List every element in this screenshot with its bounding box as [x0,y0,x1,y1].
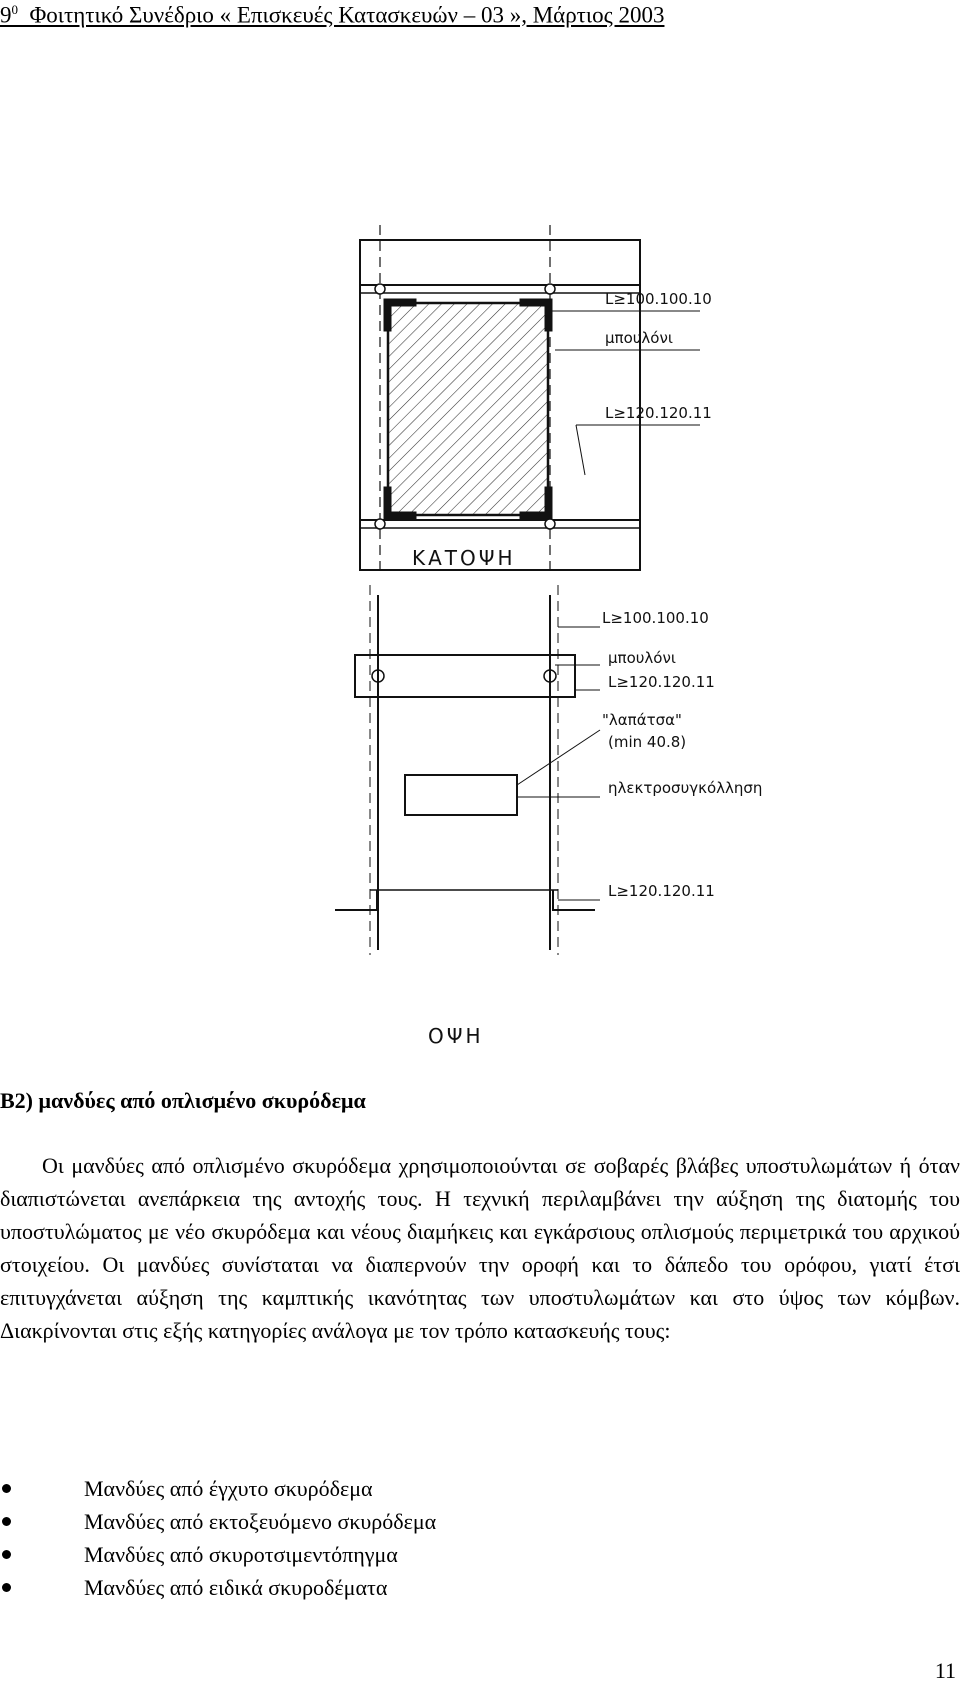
plan-bolt-br [545,519,555,529]
elev-batten-plate [405,775,517,815]
list-item: Μανδύες από έγχυτο σκυρόδεμα [0,1472,436,1505]
elevation-title: ΟΨΗ [428,1024,484,1048]
list-item: Μανδύες από εκτοξευόμενο σκυρόδεμα [0,1505,436,1538]
header-superscript: 0 [11,2,18,17]
plan-view [360,225,700,575]
list-item: Μανδύες από ειδικά σκυροδέματα [0,1571,436,1604]
body-paragraph-text: Οι μανδύες από οπλισμένο σκυρόδεμα χρησιμοποιούνται σε σοβαρές βλάβες υποστυλωμάτων ή όταν διαπιστώνεται ανεπάρκεια της αντοχής τους. Η τεχνική περιλαμβάνει την αύξηση της διατομής του υποστυλώματος με νέο σκυρόδεμα και νέους διαμήκεις και εγκάρσιους οπλισμούς περιμετρικά του αρχικού στοιχείου. Οι μανδύες συνίσταται να διαπερνούν την οροφή και το δάπεδο του ορόφου, γιατί έτσι επιτυγχάνεται αύξηση της καμπτικής ικανότητας των υποστυλωμάτων και στο ύψος των κόμβων. Διακρίνονται στις εξής κατηγορίες ανάλογα με τον τρόπο κατασκευής τους: [0,1153,960,1343]
plan-title: ΚΑΤΟΨΗ [412,546,516,570]
page-number: 11 [934,1658,956,1683]
label-elev-strip-min: (min 40.8) [608,733,687,751]
jacket-drawing [140,185,820,1055]
jacket-types-list [0,1472,436,1604]
label-plan-angle-inner: L≥120.120.11 [605,404,712,422]
body-paragraph [0,1149,960,1347]
column-section [388,303,548,515]
list-item: Μανδύες από σκυροτσιμεντόπηγμα [0,1538,436,1571]
plan-bolt-tr [545,284,555,294]
header-number: 9 [0,2,12,28]
label-elev-strip: "λαπάτσα" [602,711,682,729]
elevation-view [335,585,600,955]
label-elev-angle-base: L≥120.120.11 [608,882,715,900]
elev-base-angle-left [335,890,377,910]
plan-bolt-bl [375,519,385,529]
label-elev-angle-mid: L≥120.120.11 [608,673,715,691]
technical-drawing [140,185,820,1055]
leader-plan-inner-arrow [576,425,585,475]
label-elev-weld: ηλεκτροσυγκόλληση [608,779,763,797]
label-elev-angle-outer: L≥100.100.10 [602,609,709,627]
elev-top-strap [355,655,575,697]
header-title: Φοιτητικό Συνέδριο « Επισκευές Κατασκευών – 03 », Μάρτιος 2003 [29,2,665,28]
section-heading: Β2) μανδύες από οπλισμένο σκυρόδεμα [0,1088,366,1113]
label-plan-angle-outer: L≥100.100.10 [605,290,712,308]
label-elev-bolt: μπουλόνι [608,649,676,667]
label-plan-bolt: μπουλόνι [605,329,673,347]
plan-bolt-tl [375,284,385,294]
page-header [0,2,664,29]
